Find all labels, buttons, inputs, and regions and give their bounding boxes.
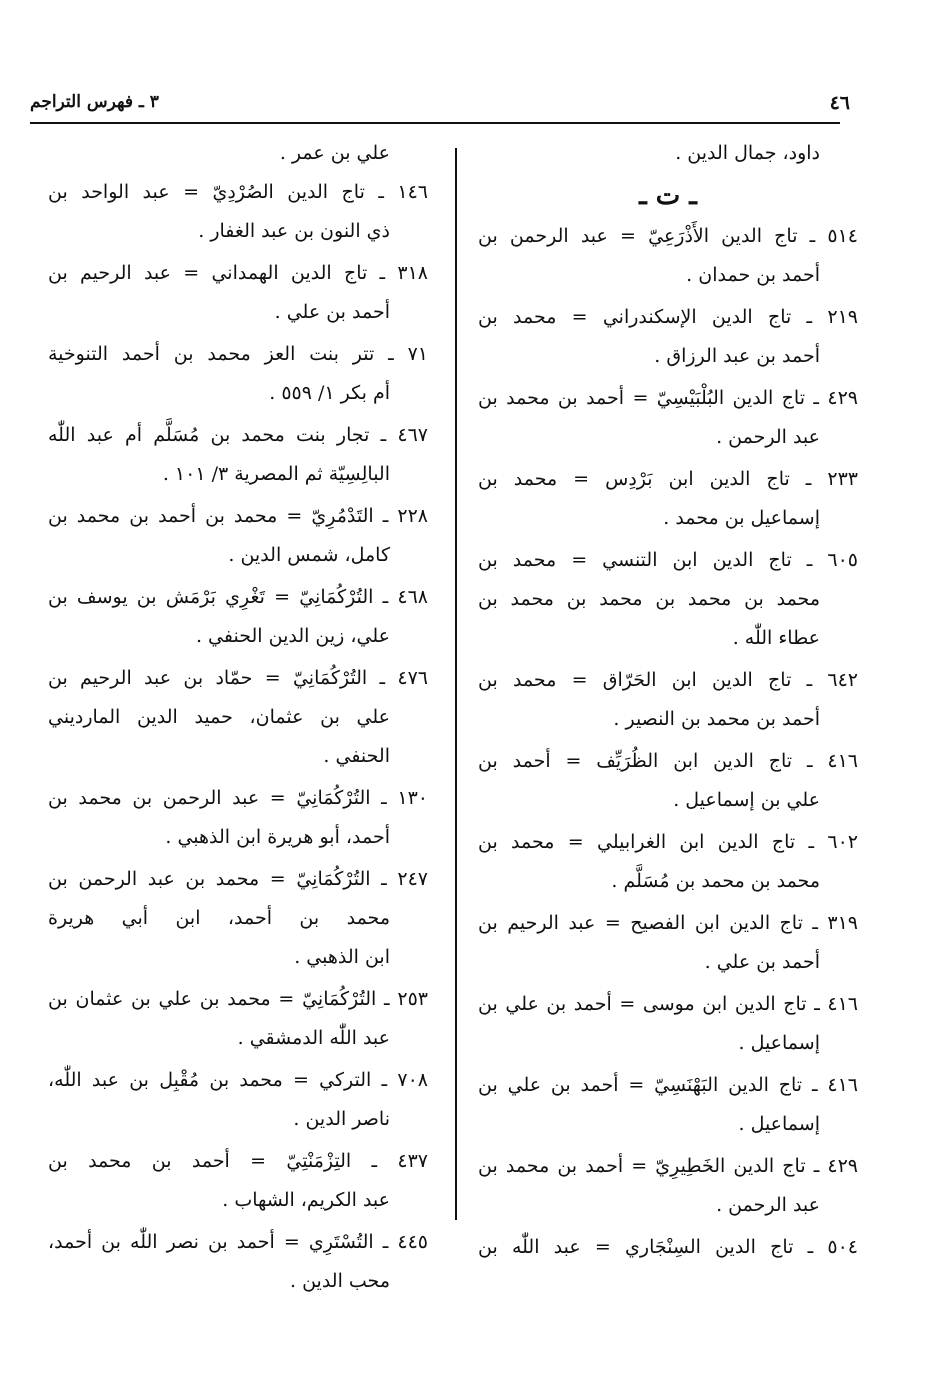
index-entry [478, 742, 858, 820]
entry-line: ١٤٦ ـ تاج الدين الصُرْدِيّ = عبد الواحد بن [48, 181, 428, 203]
entry-line: أم بكر ١/ ٥٥٩ . [269, 382, 390, 404]
index-entry [478, 298, 858, 376]
index-entry [48, 1061, 428, 1139]
entry-line: علي بن إسماعيل . [673, 789, 820, 811]
entry-line: الحنفي . [323, 745, 390, 767]
header-rule [30, 122, 840, 124]
section-letter-heading: ـ ت ـ [639, 181, 697, 211]
entry-line: أحمد بن علي . [704, 951, 820, 973]
entry-line: أحمد بن علي . [274, 301, 390, 323]
entry-line: ٦٤٢ ـ تاج الدين ابن الحَرّاق = محمد بن [478, 669, 858, 691]
entry-line: ٤٦٧ ـ تجار بنت محمد بن مُسَلَّم أم عبد اللّٰه [48, 424, 428, 446]
entry-line: أحمد بن محمد بن النصير . [613, 708, 820, 730]
entry-line: ٢٣٣ ـ تاج الدين ابن بَرْدِس = محمد بن [478, 468, 858, 490]
entry-line: ٥٠٤ ـ تاج الدين السِنْجَاري = عبد اللّٰه بن [478, 1236, 858, 1258]
right-column [478, 134, 858, 1270]
entry-line: ٤٢٩ ـ تاج الدين البُلْبَيْسِيّ = أحمد بن محمد بن [478, 387, 858, 409]
entry-line: ٦٠٢ ـ تاج الدين ابن الغرابيلي = محمد بن [478, 831, 858, 853]
entry-line: عبد الرحمن . [716, 1194, 820, 1216]
entry-line: ٤٦٨ ـ التُرْكُمَانِيّ = تَغْرِي بَرْمَش بن يوسف بن [48, 586, 428, 608]
entry-line: ٤٣٧ ـ التِزْمَنْتِيّ = أحمد بن محمد بن [48, 1150, 428, 1172]
index-entry [48, 416, 428, 494]
intro-line: علي بن عمر . [279, 142, 390, 164]
entry-line: ٧٠٨ ـ التركي = محمد بن مُقْبِل بن عبد اللّٰه، [48, 1069, 428, 1091]
index-entry [48, 578, 428, 656]
entry-line: ٢٢٨ ـ التَدْمُرِيّ = محمد بن أحمد بن محمد بن [48, 505, 428, 527]
entry-line: ٢٤٧ ـ التُرْكُمَانِيّ = محمد بن عبد الرحمن بن [48, 868, 428, 890]
entry-line: محب الدين . [289, 1270, 390, 1292]
entry-line: محمد بن أحمد، ابن أبي هريرة [48, 907, 390, 929]
entry-line: علي، زين الدين الحنفي . [195, 625, 390, 647]
entry-line: أحمد بن حمدان . [686, 264, 820, 286]
entry-line: ٥١٤ ـ تاج الدين الأَذْرَعِيّ = عبد الرحمن بن [478, 225, 858, 247]
index-entry [48, 980, 428, 1058]
index-entry [48, 1223, 428, 1301]
index-entry [478, 217, 858, 295]
entry-line: ٤١٦ ـ تاج الدين ابن الظُرَيِّف = أحمد بن [478, 750, 858, 772]
index-entry [478, 985, 858, 1063]
column-divider [455, 148, 457, 1220]
index-entry [48, 497, 428, 575]
entry-line: كامل، شمس الدين . [228, 544, 390, 566]
entry-line: ٢١٩ ـ تاج الدين الإسكندراني = محمد بن [478, 306, 858, 328]
index-entry [478, 1066, 858, 1144]
entry-line: إسماعيل بن محمد . [663, 507, 820, 529]
index-entry [48, 173, 428, 251]
entry-line: محمد بن محمد بن محمد بن محمد بن [478, 588, 820, 610]
page-header [30, 92, 850, 118]
entry-line: ٣١٨ ـ تاج الدين الهمداني = عبد الرحيم بن [48, 262, 428, 284]
entry-line: ٤٤٥ ـ التُسْتَرِي = أحمد بن نصر اللّٰه بن أحمد، [48, 1231, 428, 1253]
index-entry [478, 1228, 858, 1267]
index-entry [478, 541, 858, 658]
entry-line: ابن الذهبي . [294, 946, 390, 968]
entry-line: ناصر الدين . [293, 1108, 390, 1130]
running-title: ٣ ـ فهرس التراجم [30, 92, 159, 112]
entry-line: ١٣٠ ـ التُرْكُمَانِيّ = عبد الرحمن بن محمد بن [48, 787, 428, 809]
entry-line: عطاء اللّٰه . [732, 627, 820, 649]
entry-line: محمد بن محمد بن مُسَلَّم . [611, 870, 820, 892]
page-number: ٤٦ [829, 92, 850, 114]
left-column [48, 134, 428, 1304]
index-entry [48, 1142, 428, 1220]
entry-line: ٤١٦ ـ تاج الدين ابن موسى = أحمد بن علي بن [478, 993, 858, 1015]
entry-line: عبد اللّٰه الدمشقي . [237, 1027, 390, 1049]
index-entry [48, 779, 428, 857]
entry-line: ٤١٦ ـ تاج الدين البَهْنَسِيّ = أحمد بن علي بن [478, 1074, 858, 1096]
index-entry [478, 460, 858, 538]
entry-line: ٤٢٩ ـ تاج الدين الخَطِيرِيّ = أحمد بن محمد بن [478, 1155, 858, 1177]
entry-line: إسماعيل . [738, 1113, 820, 1135]
index-entry [48, 335, 428, 413]
entry-line: أحمد، أبو هريرة ابن الذهبي . [165, 826, 390, 848]
entry-line: ٦٠٥ ـ تاج الدين ابن التنسي = محمد بن [478, 549, 858, 571]
index-entry [478, 379, 858, 457]
index-entry [478, 823, 858, 901]
index-entry [48, 659, 428, 776]
index-entry [478, 661, 858, 739]
intro-line: داود، جمال الدين . [675, 142, 820, 164]
entry-line: أحمد بن عبد الرزاق . [654, 345, 820, 367]
entry-line: عبد الرحمن . [716, 426, 820, 448]
index-entry [48, 860, 428, 977]
entry-line: ٤٧٦ ـ التُرْكُمَانِيّ = حمّاد بن عبد الرحيم بن [48, 667, 428, 689]
entry-line: إسماعيل . [738, 1032, 820, 1054]
entry-line: البالِسِيّة ثم المصرية ٣/ ١٠١ . [162, 463, 390, 485]
index-entry [478, 904, 858, 982]
index-entry [48, 254, 428, 332]
entry-line: عبد الكريم، الشهاب . [222, 1189, 390, 1211]
entry-line: ٢٥٣ ـ التُرْكُمَانِيّ = محمد بن علي بن عثمان بن [48, 988, 428, 1010]
index-entry [478, 1147, 858, 1225]
entry-line: ٧١ ـ تتر بنت العز محمد بن أحمد التنوخية [48, 343, 428, 365]
entry-line: ذي النون بن عبد الغفار . [198, 220, 390, 242]
entry-line: ٣١٩ ـ تاج الدين ابن الفصيح = عبد الرحيم بن [478, 912, 858, 934]
entry-line: علي بن عثمان، حميد الدين المارديني [48, 706, 390, 728]
